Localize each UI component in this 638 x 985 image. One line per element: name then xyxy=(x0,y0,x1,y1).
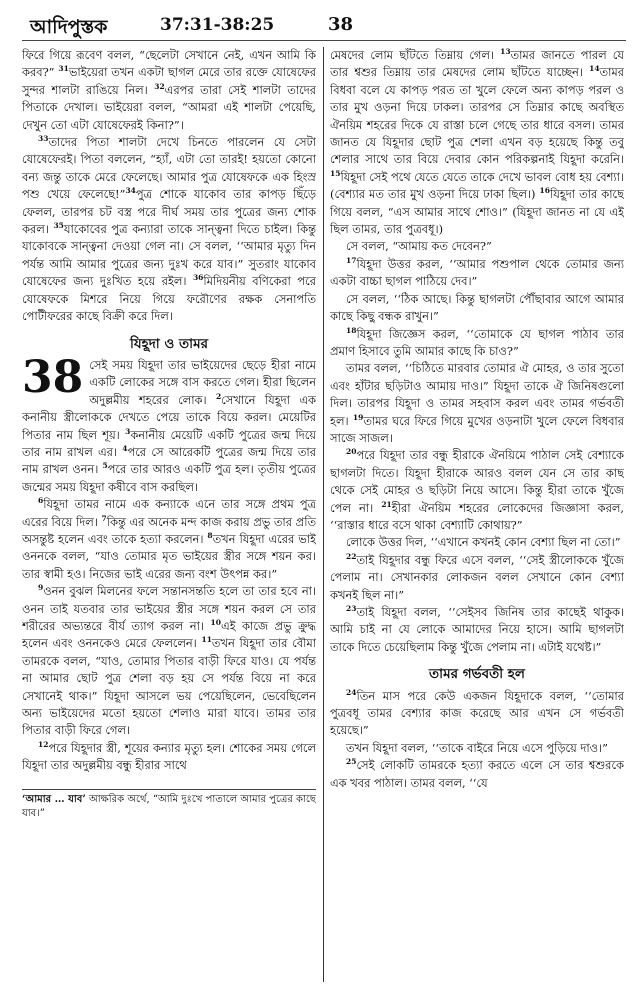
verse-number: 10 xyxy=(210,618,221,628)
verse-number: 6 xyxy=(38,496,44,506)
verse-number: 33 xyxy=(38,134,49,144)
verse-number: 20 xyxy=(346,447,357,457)
paragraph: $^{23}$তাই যিহূদা বলল, ‘‘সেইসব জিনিষ তার কাছেই থাকুক। আমি চাই না যে লোকে আমাদের নিয়ে হাসে। আমি ছাগলটা তাকে দিতে চেয়েছিলাম কিন্তু খুঁজে পেলাম না। এটাই যথেষ্ট।” xyxy=(330,604,624,654)
paragraph: লোকে উত্তর দিল, ‘‘এখানে কখনই কোন বেশ্যা ছিল না তো।” xyxy=(346,535,621,550)
chapter-verse-range: 37:31-38:25 xyxy=(160,15,275,35)
paragraph: সে বলল, ‘‘ঠিক আছে। কিন্তু ছাগলটা পৌঁছাবার আগে আমার কাছে কিছু বন্ধক রাখুন।” xyxy=(330,291,624,324)
verse-number: 3 xyxy=(125,426,131,436)
verse-number: 36 xyxy=(192,273,204,283)
verse-number: 19 xyxy=(352,412,364,422)
book-title: আদিপুস্তক xyxy=(30,16,108,38)
text-columns xyxy=(22,47,626,982)
chapter-number: 38 xyxy=(22,351,84,403)
verse-number: 18 xyxy=(346,325,357,335)
paragraph: $^{20}$পরে যিহূদা তার বন্ধু হীরাকে ঐনয়িমে পাঠাল সেই বেশ্যাকে ছাগলটা দিতে। যিহূদা হীরাকে আরও বলল যেন সে তার কাছ থেকে সেই মোহর ও ছড়িটা নিয়ে আসে। কিন্তু হীরা তাকে খুঁজে পেল না। $^{21}$হীরা ঐনয়িম শহরের লোকেদের জিজ্ঞাসা করল, ‘‘রাস্তার ধারে বসে থাকা বেশ্যাটি কোথায়?” xyxy=(330,447,624,532)
paragraph: $^6$যিহূদা তামর নামে এক কন্যাকে এনে তার সঙ্গে প্রথম পুত্র এরের বিয়ে দিল। $^7$কিন্তু এর অনেক মন্দ কাজ করায় প্রভু তার প্রতি অসন্তুষ্ট হলেন এবং তাকে হত্যা করলেন। $^8$তখন যিহূদা এরের ভাই ওননকে বলল, “যাও তোমার মৃত ভাইয়ের স্ত্রীর সঙ্গে শয়ন কর। তার স্বামী হও। নিজের ভাই এরের জন্য বংশ উৎপন্ন কর।” xyxy=(22,496,316,581)
verse-number: 35 xyxy=(53,221,64,231)
paragraph: সে বলল, “আমায় কত দেবেন?” xyxy=(346,239,492,254)
paragraph: $^{22}$তাই যিহূদার বন্ধু ফিরে এসে বলল, ‘‘সেই স্ত্রীলোককে খুঁজে পেলাম না। সেখানকার লোকজন বলল সেখানে কোন বেশ্যা কখনই ছিল না।” xyxy=(330,551,624,602)
verse-number: 25 xyxy=(346,757,357,767)
footnote-text: আক্ষরিক অর্থে, “আমি দুঃখে পাতালে আমার পুত্রের কাছে যাব।” xyxy=(22,793,316,819)
verse-number: 17 xyxy=(346,256,357,266)
paragraph: ফিরে গিয়ে রূবেণ বলল, “ছেলেটা সেখানে নেই, এখন আমি কি করব?” $^{31}$ভাইয়েরা তখন একটা ছাগল মেরে তার রক্তে যোষেফের সুন্দর শালটা রাঙিয়ে নিল। $^{32}$এরপর তারা সেই শালটা তাদের পিতাকে দেখাল। ভাইয়েরা বলল, “আমরা এই শালটা পেয়েছি, দেখুন তো এটা যোষেফেরই কিনা?”। xyxy=(22,48,316,132)
verse-number: 22 xyxy=(346,551,357,561)
verse-number: 21 xyxy=(381,499,392,509)
right-column xyxy=(330,47,624,982)
column-divider xyxy=(323,47,324,982)
section-heading: তামর গর্ভবতী হল xyxy=(429,666,525,683)
verse-number: 5 xyxy=(102,461,108,471)
verse-number: 4 xyxy=(122,444,128,454)
paragraph: $^{25}$সেই লোকটি তামরকে হত্যা করতে এলে সে তার শ্বশুরকে এক খবর পাঠাল। তামর বলল, ‘‘যে xyxy=(330,757,624,790)
verse-number: 34 xyxy=(125,186,136,196)
paragraph: $^{33}$তাদের পিতা শালটা দেখে চিনতে পারলেন যে সেটা যোষেফেরই। পিতা বললেন, “হ্যাঁ, এটা তো তারই! হয়তো কোনো বন্য জন্তু তাকে মেরে ফেলেছে। আমার পুত্র যোষেফকে এক হিংস্র পশু খেয়ে ফেলেছে!”$^{34}$পুত্র শোকে যাকোব তার কাপড় ছিঁড়ে ফেলল, তারপর চট বস্ত্র পরে দীর্ঘ সময় তার পুত্রের জন্য শোক করল। $^{35}$যাকোবের পুত্র কন্যারা তাকে সান্ত্বনা দিতে চাইল। কিন্তু যাকোবকে সান্ত্বনা দেওয়া গেল না। সে বলল, ‘‘আমার মৃত্যু দিন পর্যন্ত আমি আমার পুত্রের জন্য দুঃখ করে যাব।” সুতরাং যাকোব যোষেফের জন্য দুঃখিত হয়ে রইল। $^{36}$মিদিয়নীয় বণিকেরা পরে যোষেফকে মিশরে নিয়ে গিয়ে ফরৌণের রক্ষক সেনাপতি পোটীফরের কাছে বিক্রী করে দিল। xyxy=(22,134,316,324)
verse-number: 32 xyxy=(154,82,165,92)
verse-number: 23 xyxy=(346,604,357,614)
paragraph: $^{12}$পরে যিহূদার স্ত্রী, শূয়ের কন্যার মৃত্যু হল। শোকের সময় গেলে যিহূদা তার অদুল্লমীয় বন্ধু হীরার সাথে xyxy=(22,740,316,773)
verse-number: 15 xyxy=(330,169,341,179)
paragraph: $^{18}$যিহূদা জিজ্ঞেস করল, ‘‘তোমাকে যে ছাগল পাঠাব তার প্রমাণ হিসাবে তুমি আমার কাছে কি চাও?” xyxy=(330,325,624,358)
verse-number: 11 xyxy=(201,635,212,645)
verse-number: 7 xyxy=(101,513,107,523)
verse-number: 14 xyxy=(589,64,600,74)
verse-number: 31 xyxy=(58,64,69,74)
verse-number: 24 xyxy=(346,687,357,697)
verse-number: 13 xyxy=(500,47,511,57)
page-number: 38 xyxy=(328,14,354,35)
footnote xyxy=(22,789,316,821)
footnote-term: ‘আমার … যাব’ xyxy=(22,793,86,805)
verse-number: 16 xyxy=(539,186,550,196)
verse-number: 12 xyxy=(38,740,49,750)
paragraph: $^{24}$তিন মাস পরে কেউ একজন যিহূদাকে বলল, ‘‘তোমার পুত্রবধূ তামর বেশ্যার কাজ করেছে আর এখন সে গর্ভবতী হয়েছে।” xyxy=(330,687,624,738)
paragraph: মেষদের লোম ছাঁটতে তিম্নায় গেল। $^{13}$তামর জানতে পারল যে তার শ্বশুর তিম্নায় তার মেষদের লোম ছাঁটতে যাচ্ছেন। $^{14}$তামর বিধবা বলে যে কাপড় পরত তা খুলে ফেলে অন্য কাপড় পরল ও তার মুখ ওড়না দিয়ে ঢাকল। তারপর সে তিম্নার কাছে অবস্থিত ঐনয়িম শহরের দিকে যে রাস্তা চলে গেছে তার ধারে বসল। তামর জানত যে যিহূদার ছোট পুত্র শেলা এখন বড় হয়েছে কিন্তু তবু শেলার সাথে তার বিয়ে দেবার কোন পরিকল্পনাই যিহূদা করেনি। $^{15}$যিহূদা সেই পথে যেতে যেতে তাকে দেখে ভাবল বোধ হয় বেশ্যা। (বেশ্যার মত তার মুখ ওড়না দিয়ে ঢাকা ছিল।) $^{16}$যিহূদা তার কাছে গিয়ে বলল, “এস আমার সাথে শোও।” (যিহূদা জানত না যে এই ছিল তামর, তার পুত্রবধূ।) xyxy=(330,47,624,237)
verse-number: 8 xyxy=(207,531,213,541)
paragraph: 38 সেই সময় যিহূদা তার ভাইয়েদের ছেড়ে হীরা নামে একটি লোকের সঙ্গে বাস করতে গেল। হীরা ছিলেন অদুল্লমীয় শহরের লোক। $^2$সেখানে যিহূদা এক কনানীয় স্ত্রীলোককে দেখতে পেয়ে তাকে বিয়ে করল। মেয়েটির পিতার নাম ছিল শূয়। $^3$কনানীয় মেয়েটি একটি পুত্রের জন্ম দিয়ে তার নাম রাখল এর। $^4$পরে সে আরেকটি পুত্রের জন্ম দিয়ে তার নাম রাখল ওনন। $^5$পরে তার আরও একটি পুত্র হল। তৃতীয় পুত্রের জন্মের সময় যিহূদা কষীবে বাস করছিল। xyxy=(22,351,316,494)
verse-number: 2 xyxy=(215,391,222,401)
running-header xyxy=(22,10,626,41)
paragraph: $^{17}$যিহূদা উত্তর করল, ‘‘আমার পশুপাল থেকে তোমার জন্য একটা বাচ্চা ছাগল পাঠিয়ে দেব।” xyxy=(330,256,624,289)
verse-number: 9 xyxy=(38,583,44,593)
left-column xyxy=(22,47,316,982)
section-heading: যিহূদা ও তামর xyxy=(129,335,209,352)
paragraph: $^9$ওনন বুঝল মিলনের ফলে সন্তানসন্ততি হলে তা তার হবে না। ওনন তাই যতবার তার ভাইয়ের স্ত্রীর সঙ্গে শয়ন করল সে তার শরীরের অভ্যন্তরে বীর্য ত্যাগ করল না। $^{10}$এই কাজে প্রভু ক্রুদ্ধ হলেন এবং ওননকেও মেরে ফেললেন। $^{11}$তখন যিহূদা তার বৌমা তামরকে বলল, “যাও, তোমার পিতার বাড়ী ফিরে যাও। যে পর্যন্ত না আমার ছোট পুত্র শেলা বড় হয় সে পর্যন্ত বিয়ে না করে সেখানেই থাক।” যিহূদা আসলে ভয় পেয়েছিলেন, ভেবেছিলেন অন্য ভাইয়েদের মতো হয়তো শেলাও মারা যাবে। তামর তার পিতার বাড়ী ফিরে গেল। xyxy=(22,583,316,738)
paragraph: তখন যিহূদা বলল, ‘‘তাকে বাইরে নিয়ে এসে পুড়িয়ে দাও।” xyxy=(346,740,608,755)
paragraph: তামর বলল, ‘‘চিঠিতে মারবার তোমার ঐ মোহর, ও তার সুতো এবং হাঁটার ছড়িটাও আমায় দাও।” যিহূদা তাকে ঐ জিনিষগুলো দিল। তারপর যিহূদা ও তামর সহবাস করল এবং তামর গর্ভবতী হল। $^{19}$তামর ঘরে ফিরে গিয়ে মুখের ওড়নাটা খুলে ফেলে বিধবার সাজে সাজল। xyxy=(330,361,624,445)
